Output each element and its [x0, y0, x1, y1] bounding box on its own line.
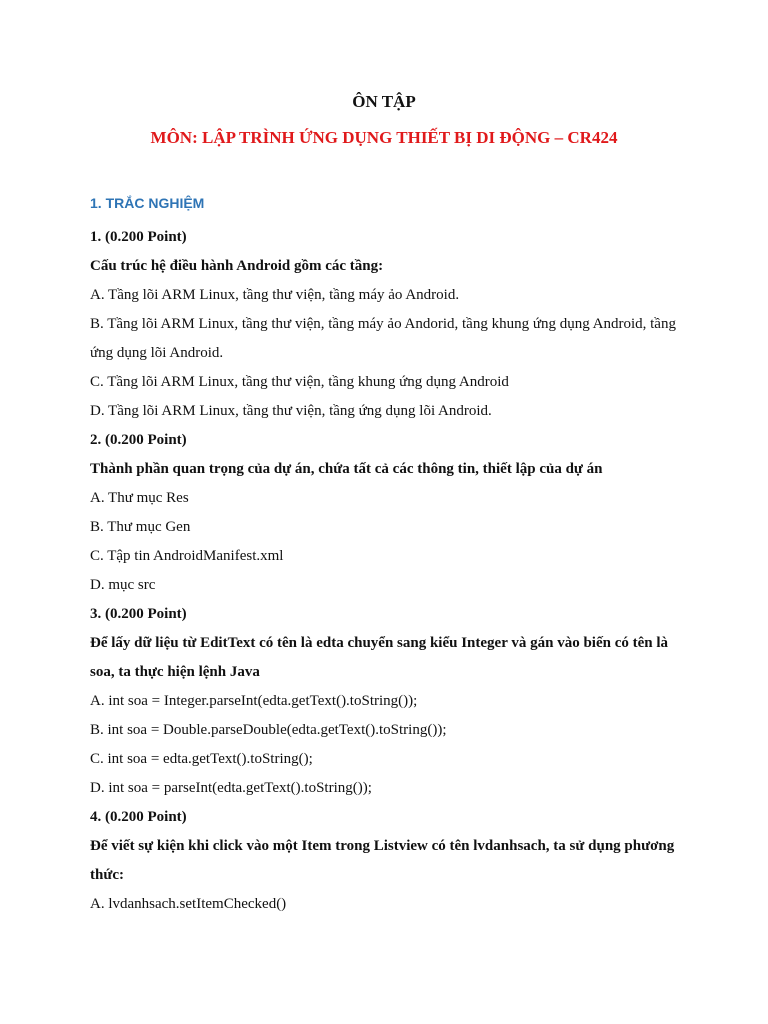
- answer-option-a: A. lvdanhsach.setItemChecked(): [90, 896, 287, 912]
- question-1: [90, 223, 690, 426]
- question-prompt: Để lấy dữ liệu từ EditText có tên là edta chuyển sang kiểu Integer và gán vào biến có tên là soa, ta thực hiện lệnh Java: [90, 635, 669, 680]
- course-title: MÔN: LẬP TRÌNH ỨNG DỤNG THIẾT BỊ DI ĐỘNG – CR424: [150, 128, 618, 147]
- question-header: 1. (0.200 Point): [90, 229, 187, 245]
- answer-option-d: D. int soa = parseInt(edta.getText().toString());: [90, 780, 372, 796]
- question-header: 2. (0.200 Point): [90, 432, 187, 448]
- answer-option-a: A. int soa = Integer.parseInt(edta.getText().toString());: [90, 693, 418, 709]
- answer-option-b: B. Tầng lõi ARM Linux, tầng thư viện, tầng máy ảo Andorid, tầng khung ứng dụng Android, tầng ứng dụng lõi Android.: [90, 316, 676, 361]
- question-prompt: Để viết sự kiện khi click vào một Item trong Listview có tên lvdanhsach, ta sử dụng phương thức:: [90, 838, 675, 883]
- question-prompt: Thành phần quan trọng của dự án, chứa tất cả các thông tin, thiết lập của dự án: [90, 461, 603, 477]
- question-header: 4. (0.200 Point): [90, 809, 187, 825]
- question-2: [90, 426, 690, 600]
- answer-option-b: B. Thư mục Gen: [90, 519, 191, 535]
- question-header: 3. (0.200 Point): [90, 606, 187, 622]
- answer-option-c: C. Tập tin AndroidManifest.xml: [90, 548, 284, 564]
- question-prompt: Cấu trúc hệ điều hành Android gồm các tầng:: [90, 258, 384, 274]
- question-list: [90, 223, 690, 919]
- answer-option-b: B. int soa = Double.parseDouble(edta.getText().toString());: [90, 722, 447, 738]
- answer-option-d: D. mục src: [90, 577, 156, 593]
- answer-option-c: C. int soa = edta.getText().toString();: [90, 751, 313, 767]
- answer-option-c: C. Tầng lõi ARM Linux, tầng thư viện, tầng khung ứng dụng Android: [90, 374, 509, 390]
- section-heading: 1. TRẮC NGHIỆM: [90, 195, 205, 211]
- answer-option-a: A. Tầng lõi ARM Linux, tầng thư viện, tầng máy ảo Android.: [90, 287, 460, 303]
- question-4: [90, 803, 690, 919]
- question-3: [90, 600, 690, 803]
- answer-option-d: D. Tầng lõi ARM Linux, tầng thư viện, tầng ứng dụng lõi Android.: [90, 403, 492, 419]
- answer-option-a: A. Thư mục Res: [90, 490, 189, 506]
- page-title: ÔN TẬP: [352, 92, 416, 111]
